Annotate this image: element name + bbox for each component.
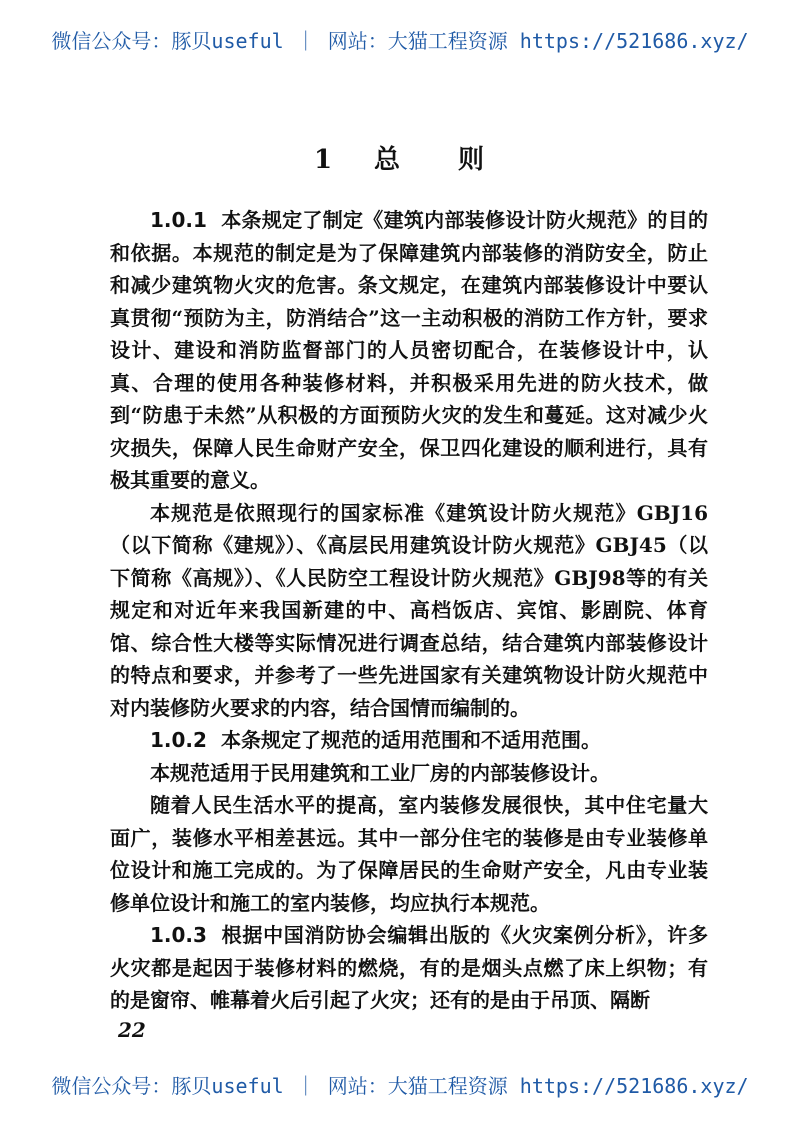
paragraph-text: 本条规定了制定《建筑内部装修设计防火规范》的目的和依据。本规范的制定是为了保障建筑内部装修的消防安全，防止和减少建筑物火灾的危害。条文规定，在建筑内部装修设计中要认真贯彻“预防为主，防消结合”这一主动积极的消防工作方针，要求设计、建设和消防监督部门的人员密切配合，在装修设计中，认真、合理的使用各种装修材料，并积极采用先进的防火技术，做到“防患于未然”从积极的方面预防火灾的发生和蔓延。这对减少火灾损失，保障人民生命财产安全，保卫四化建设的顺利进行，具有极其重要的意义。 [110,208,708,492]
chapter-title [0,142,800,178]
paragraph-basis [110,497,708,725]
chapter-title-part1: 总 [374,145,403,175]
paragraph-1-0-3 [110,919,708,1017]
body-text [110,204,708,1017]
paragraph-scope [110,757,708,790]
chapter-number: 1 [313,145,335,175]
chapter-title-part2: 则 [458,145,487,175]
clause-number: 1.0.3 [150,923,207,947]
watermark-bottom: 微信公众号：豚贝useful ｜ 网站：大猫工程资源 https://521686.xyz/ [51,1074,749,1098]
page-number: 22 [118,1018,146,1042]
paragraph-text: 本规范是依照现行的国家标准《建筑设计防火规范》GBJ16（以下简称《建规》）、《高层民用建筑设计防火规范》GBJ45（以下简称《高规》）、《人民防空工程设计防火规范》GBJ98等的有关规定和对近年来我国新建的中、高档饭店、宾馆、影剧院、体育馆、综合性大楼等实际情况进行调查总结，结合建筑内部装修设计的特点和要求，并参考了一些先进国家有关建筑物设计防火规范中对内装修防火要求的内容，结合国情而编制的。 [110,500,708,720]
paragraph-1-0-2 [110,724,708,757]
clause-number: 1.0.2 [150,728,207,752]
clause-number: 1.0.1 [150,208,207,232]
watermark-top: 微信公众号：豚贝useful ｜ 网站：大猫工程资源 https://521686.xyz/ [51,29,749,53]
paragraph-text: 随着人民生活水平的提高，室内装修发展很快，其中住宅量大面广，装修水平相差甚远。其中一部分住宅的装修是由专业装修单位设计和施工完成的。为了保障居民的生命财产安全，凡由专业装修单位设计和施工的室内装修，均应执行本规范。 [110,793,708,915]
paragraph-text: 本条规定了规范的适用范围和不适用范围。 [220,728,601,752]
paragraph-text: 本规范适用于民用建筑和工业厂房的内部装修设计。 [150,760,610,785]
paragraph-housing [110,789,708,919]
paragraph-text: 根据中国消防协会编辑出版的《火灾案例分析》，许多火灾都是起因于装修材料的燃烧，有的是烟头点燃了床上织物；有的是窗帘、帷幕着火后引起了火灾；还有的是由于吊顶、隔断 [110,923,708,1012]
paragraph-1-0-1 [110,204,708,497]
